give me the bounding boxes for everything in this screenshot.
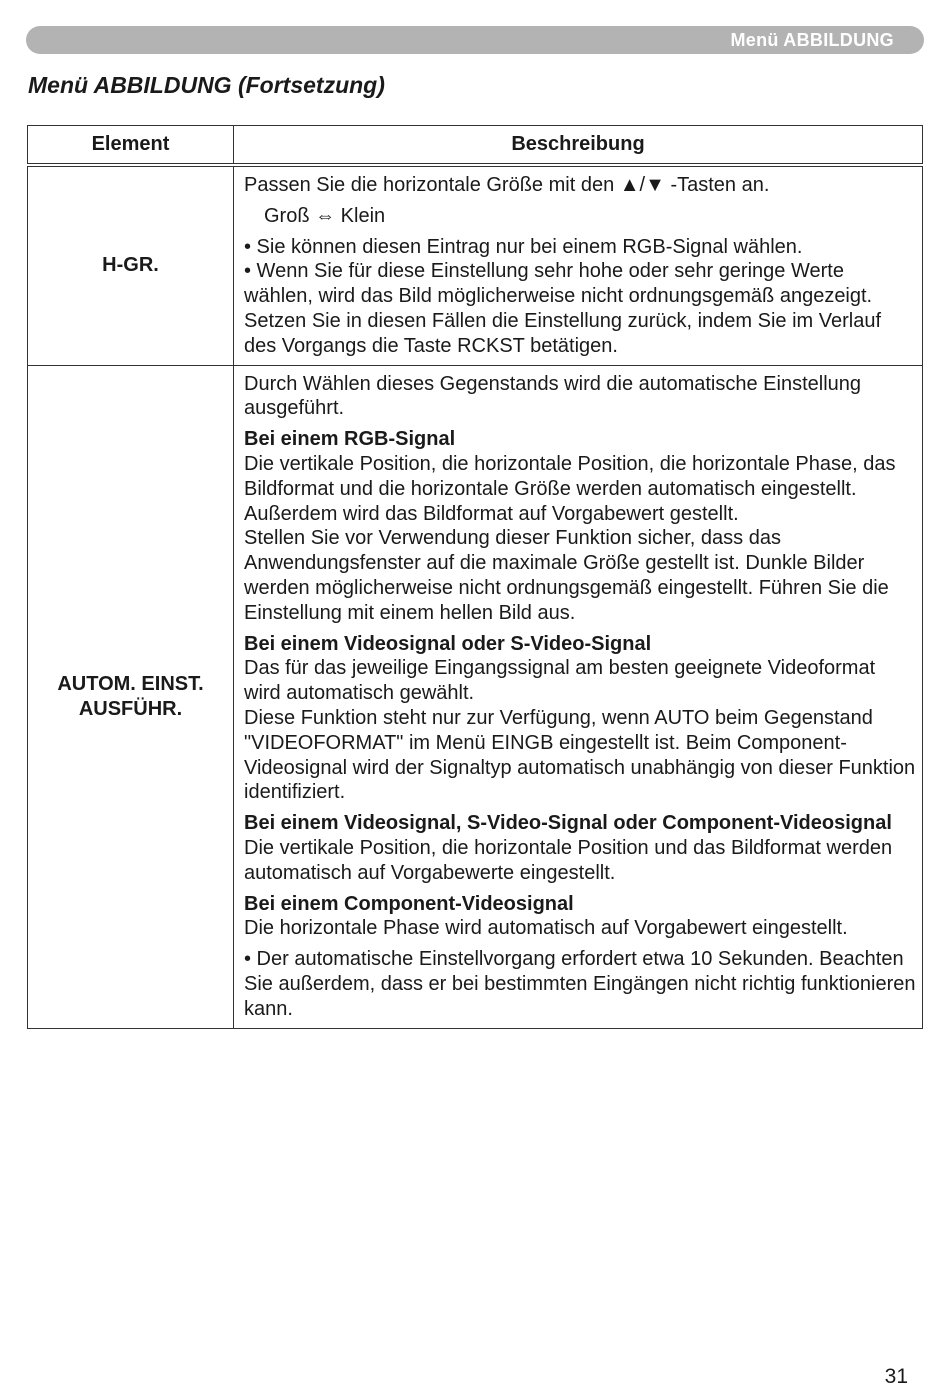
auto-vsc-text: Die vertikale Position, die horizontale Position und das Bildformat werden automatisch auf Vorgabewerte eingestellt. — [244, 836, 893, 884]
description-auto-adjust — [234, 365, 923, 1028]
hgr-note-reset: • Wenn Sie für diese Einstellung sehr hohe oder sehr geringe Werte wählen, wird das Bild möglicherweise nicht ordnungsgemäß angezeigt. Setzen Sie in diesen Fällen die Einstellung zurück, indem Sie im Verlauf des Vorgangs die Taste RCKST betätigen. — [244, 260, 882, 357]
auto-video-text2: Diese Funktion steht nur zur Verfügung, wenn AUTO beim Gegenstand "VIDEOFORMAT" im Menü EINGB eingestellt ist. Beim Component-Videosignal wird der Signaltyp automatisch unabhängig von dieser Funktion identifiziert. — [244, 706, 916, 804]
table-header-row — [28, 126, 923, 166]
auto-rgb-heading: Bei einem RGB-Signal — [244, 428, 456, 451]
auto-video-text1: Das für das jeweilige Eingangssignal am besten geeignete Videoformat wird automatisch gewählt. — [244, 657, 876, 705]
table-row-hgr — [28, 165, 923, 365]
page-title: Menü ABBILDUNG (Fortsetzung) — [28, 72, 385, 98]
section-header-label: Menü ABBILDUNG — [730, 30, 894, 50]
item-hgr: H-GR. — [28, 165, 234, 365]
auto-intro: Durch Wählen dieses Gegenstands wird die automatische Einstellung ausgeführt. — [244, 372, 862, 420]
auto-rgb-text2: Stellen Sie vor Verwendung dieser Funktion sicher, dass das Anwendungsfenster auf die maximale Größe gestellt ist. Dunkle Bilder werden möglicherweise nicht ordnungsgemäß eingestellt. Führen Sie die Einstellung mit einem hellen Bild aus. — [244, 527, 889, 624]
menu-table — [27, 125, 923, 1029]
description-hgr — [234, 165, 923, 365]
auto-duration-note: • Der automatische Einstellvorgang erfordert etwa 10 Sekunden. Beachten Sie außerdem, dass er bei bestimmten Eingängen nicht richtig funktionieren kann. — [244, 948, 916, 1020]
page-number: 31 — [884, 1365, 908, 1388]
item-auto-adjust — [28, 365, 234, 1028]
column-header-element: Element — [28, 126, 234, 166]
auto-component-text: Die horizontale Phase wird automatisch auf Vorgabewert eingestellt. — [244, 917, 848, 940]
auto-vsc-heading: Bei einem Videosignal, S-Video-Signal oder Component-Videosignal — [244, 812, 892, 835]
auto-video-heading: Bei einem Videosignal oder S-Video-Signal — [244, 632, 652, 655]
auto-rgb-text1: Die vertikale Position, die horizontale Position, die horizontale Phase, das Bildformat und die horizontale Größe werden automatisch eingestellt. Außerdem wird das Bildformat auf Vorgabewert gestellt. — [244, 452, 896, 525]
hgr-note-rgb-only: • Sie können diesen Eintrag nur bei einem RGB-Signal wählen. — [244, 235, 803, 258]
auto-component-heading: Bei einem Component-Videosignal — [244, 892, 574, 915]
table-row-auto-adjust — [28, 365, 923, 1028]
item-auto-adjust-line2: AUSFÜHR. — [78, 697, 183, 720]
hgr-range: Groß ⇔ Klein — [264, 204, 386, 227]
section-header-bar — [26, 26, 924, 54]
hgr-instruction: Passen Sie die horizontale Größe mit den ▲/▼ -Tasten an. — [244, 174, 770, 196]
item-auto-adjust-line1: AUTOM. EINST. — [57, 672, 204, 695]
column-header-description: Beschreibung — [234, 126, 923, 166]
